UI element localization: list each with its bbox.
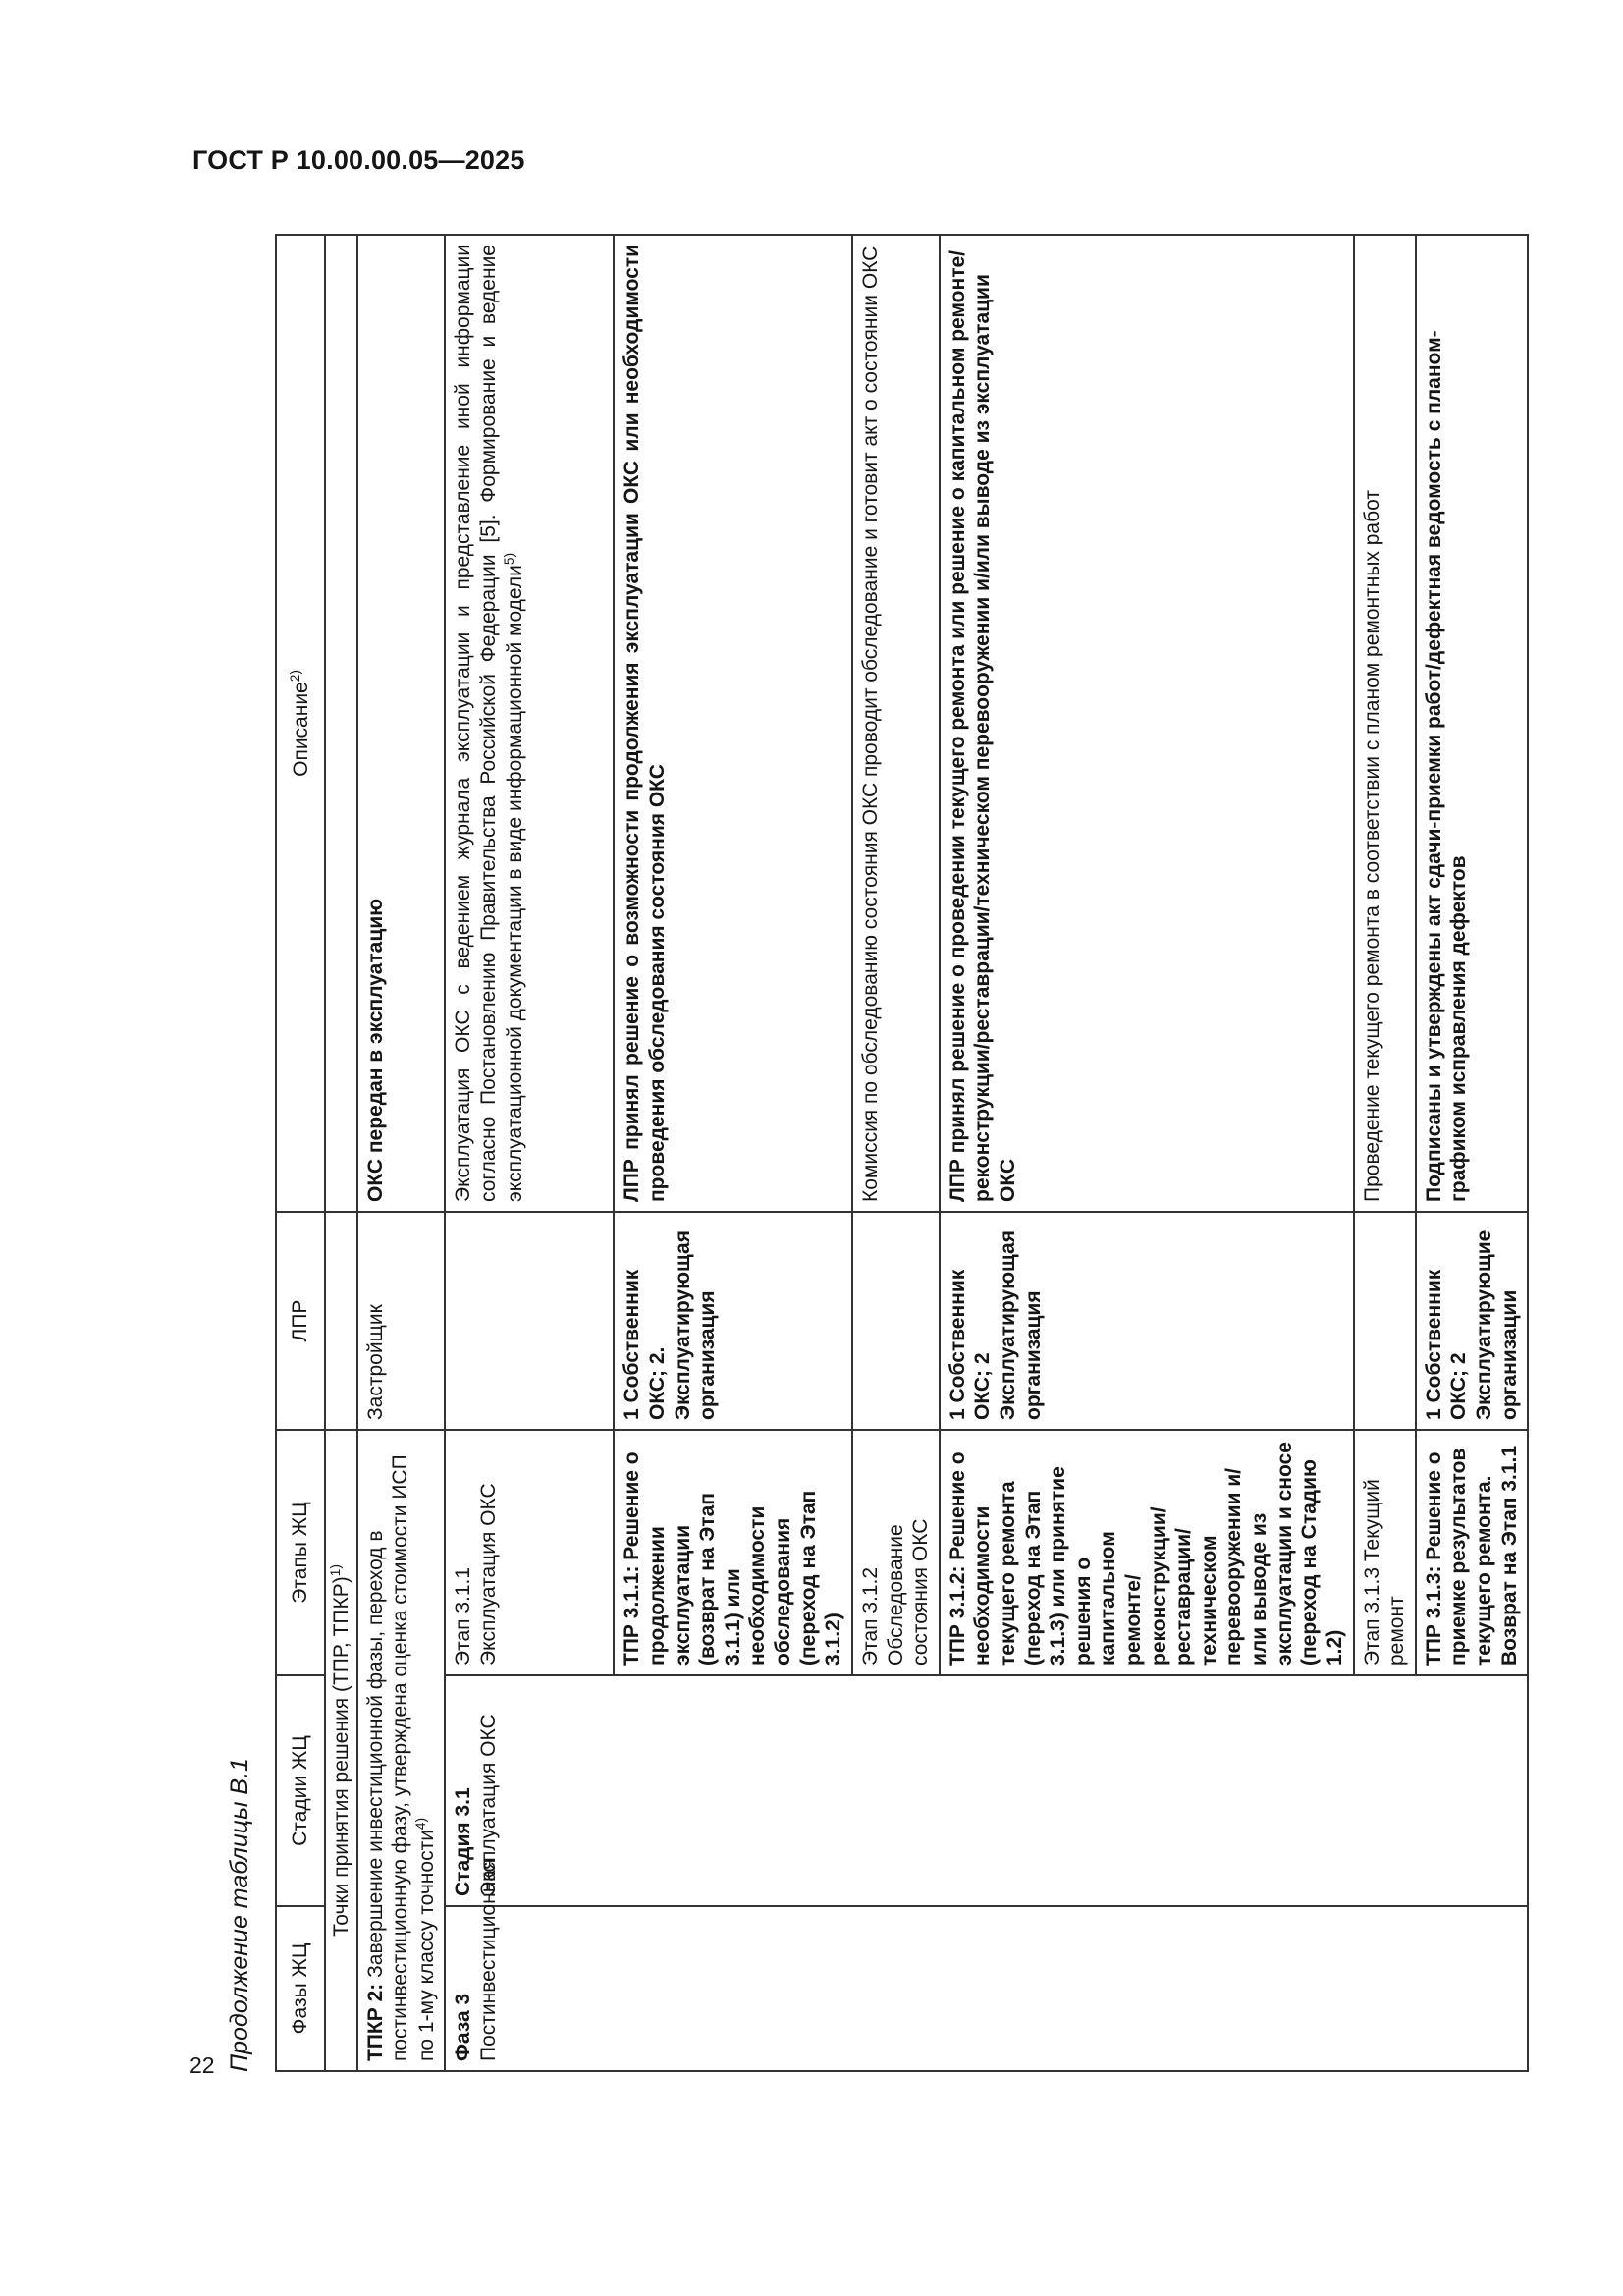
table-row xyxy=(1354,235,1416,2071)
document-code-header: ГОСТ Р 10.00.00.05—2025 xyxy=(192,145,525,175)
col-header-lpr: ЛПР xyxy=(276,1212,325,1430)
lpr-cell xyxy=(852,1212,940,1430)
lpr-cell xyxy=(1354,1212,1416,1430)
description-cell: ЛПР принял решение о возможности продолжения эксплуатации ОКС или необходимости проведения обследования состояния ОКС xyxy=(614,235,851,1212)
tpkr-row xyxy=(357,235,446,2071)
description-cell: Комиссия по обследованию состояния ОКС проводит обследование и готовит акт о состоянии ОКС xyxy=(852,235,940,1212)
tpr-cell-3-1-3: ТПР 3.1.3: Решение о приемке результатов текущего ремонта. Возврат на Этап 3.1.1 xyxy=(1416,1430,1528,1675)
description-cell: Проведение текущего ремонта в соответствии с планом ремонтных работ xyxy=(1354,235,1416,1212)
tpkr-lpr: Застройщик xyxy=(357,1212,446,1430)
table-row xyxy=(852,235,940,2071)
step-cell-3-1-1: Этап 3.1.1 Эксплуатация ОКС xyxy=(445,1430,614,1675)
lpr-cell xyxy=(445,1212,614,1430)
step-cell-3-1-2: Этап 3.1.2 Обследование состояния ОКС xyxy=(852,1430,940,1675)
phase-cell: Фаза 3 Постинвестиционная xyxy=(445,1906,614,2071)
lpr-cell: 1 Собственник ОКС; 2 Эксплуатирующие организации xyxy=(1416,1212,1528,1430)
description-cell: Эксплуатация ОКС с ведением журнала эксплуатации и представление иной информации согласно Постановлению Правительства Российской Федерации [5]. Формирование и ведение эксплуатационной документации в виде информационной модели$^{5)}$ xyxy=(445,235,614,1212)
lpr-cell: 1 Собственник ОКС; 2. Эксплуатирующая организация xyxy=(614,1212,851,1430)
lifecycle-table xyxy=(275,234,1529,2072)
rotated-table-block xyxy=(226,236,1521,2072)
table-row xyxy=(614,235,851,2071)
table-row xyxy=(940,235,1354,2071)
table-row xyxy=(1416,235,1528,2071)
table-header-row xyxy=(276,235,325,2071)
description-cell: ЛПР принял решение о проведении текущего ремонта или решение о капитальном ремонте/реконструкции/реставрации/техническом перевооружении и/или выводе из эксплуатации ОКС xyxy=(940,235,1354,1212)
table-row xyxy=(445,235,614,2071)
decision-points-subheader: Точки принятия решения (ТПР, ТПКР)$^{1)}$ xyxy=(325,1430,357,2071)
col-header-steps: Этапы ЖЦ xyxy=(276,1430,325,1675)
table-subheader-row xyxy=(325,235,357,2071)
step-cell-3-1-3: Этап 3.1.3 Текущий ремонт xyxy=(1354,1430,1416,1675)
tpr-cell-3-1-2: ТПР 3.1.2: Решение о необходимости текущего ремонта (переход на Этап 3.1.3) или принятие решения о капитальном ремонте/реконструкции/реставрации/техническом перевооружении и/или выводе из эксплуатации и сносе (переход на Стадию 1.2) xyxy=(940,1430,1354,1675)
page-number: 22 xyxy=(189,2052,215,2078)
lpr-cell: 1 Собственник ОКС; 2 Эксплуатирующая организация xyxy=(940,1212,1354,1430)
col-header-phases: Фазы ЖЦ xyxy=(276,1906,325,2071)
tpr-cell-3-1-1: ТПР 3.1.1: Решение о продолжении эксплуатации (возврат на Этап 3.1.1) или необходимости обследования (переход на Этап 3.1.2) xyxy=(614,1430,851,1675)
tpkr-cell: ТПКР 2: Завершение инвестиционной фазы, переход в постинвестиционную фазу, утверждена оценка стоимости ИСП по 1-му классу точности$^{4)}$ xyxy=(357,1430,446,2071)
col-header-description: Описание$^{2)}$ xyxy=(276,235,325,1212)
col-header-stages: Стадии ЖЦ xyxy=(276,1675,325,1906)
stage-cell: Стадия 3.1 Эксплуатация ОКС xyxy=(445,1675,614,1906)
tpkr-description: ОКС передан в эксплуатацию xyxy=(357,235,446,1212)
description-cell: Подписаны и утверждены акт сдачи-приемки работ/дефектная ведомость с планом-графиком исправления дефектов xyxy=(1416,235,1528,1212)
table-caption: Продолжение таблицы В.1 xyxy=(226,1758,253,2072)
